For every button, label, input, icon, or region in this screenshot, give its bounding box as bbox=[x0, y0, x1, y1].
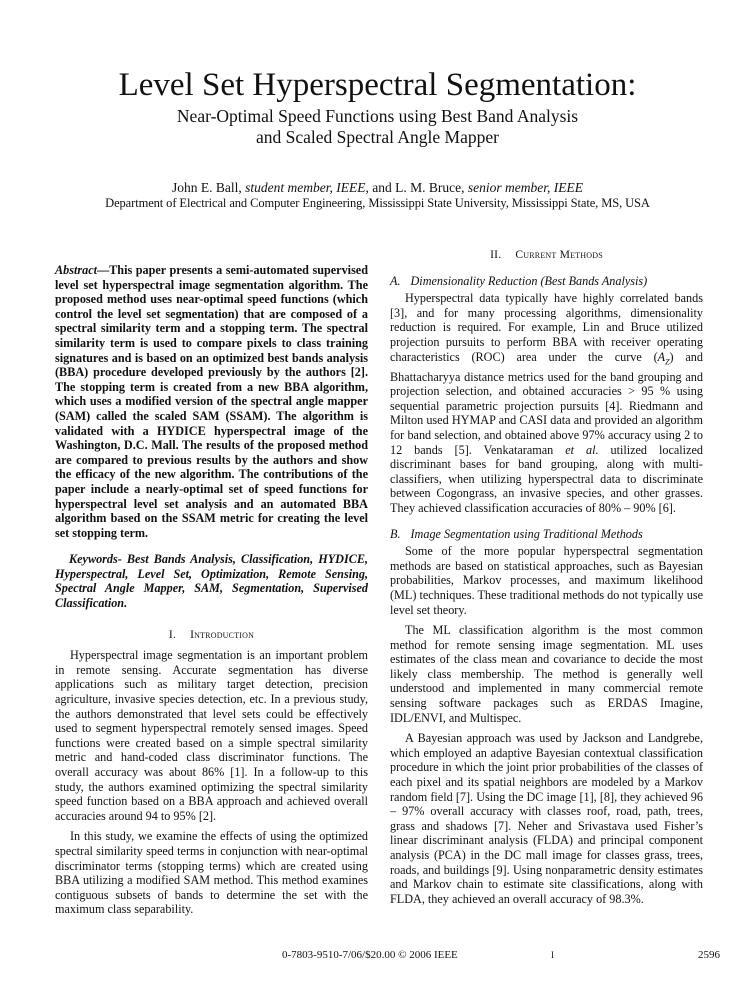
az-subscript: Z bbox=[665, 357, 670, 366]
author-2-role: senior member, IEEE bbox=[467, 180, 583, 195]
subsection-label: A. bbox=[390, 273, 401, 288]
subsection-title: Dimensionality Reduction (Best Bands Analysis) bbox=[410, 273, 648, 288]
abstract-dash: — bbox=[96, 263, 110, 277]
abstract bbox=[55, 263, 368, 540]
et-al: et al. bbox=[565, 442, 599, 457]
az-letter: A bbox=[657, 349, 666, 364]
section-number: II. bbox=[490, 248, 502, 261]
abstract-label: Abstract bbox=[55, 263, 97, 277]
text-run: Hyperspectral data typically have highly correlated bands [3], and for many processing algorithms, dimensionality reduction is required. For example, Lin and Bruce utilized projection pursuits to perform BBA with receiver operating characteristics (ROC) area under the curve ( bbox=[390, 291, 703, 364]
keywords: Keywords- Best Bands Analysis, Classification, HYDICE, Hyperspectral, Level Set, Optimization, Remote Sensing, Spectral Angle Mapper, SAM, Segmentation, Supervised Classification. bbox=[55, 552, 368, 611]
section-heading-current-methods bbox=[390, 248, 703, 263]
subsection-heading-b bbox=[390, 527, 703, 542]
segmentation-paragraph-3: A Bayesian approach was used by Jackson and Landgrebe, which employed an adaptive Bayesian contextual classification procedure in which the joint prior probabilities of the classes of each pixel and its spatial neighbors are modeled by a Markov random field [7]. Using the DC image [1], [8], they achieved 96 – 97% overall accuracy with classes roof, road, path, trees, grass and shadows [7]. Neher and Srivastava used Fisher’s linear discriminant analysis (FLDA) and principal component analysis (PCA) in the DC mall image for classes grass, trees, roads, and buildings [9]. Using nonparametric density estimates and Markov chain to estimate site classifications, along with FLDA, they achieved an overall accuracy of 98.3%. bbox=[390, 731, 703, 906]
abstract-text: This paper presents a semi-automated supervised level set hyperspectral image segmentation algorithm. The proposed method uses near-optimal speed functions (which control the level set segmentation) that are composed of a spectral similarity term and a stopping term. The spectral similarity term is used to compare pixels to class training signatures and is based on an optimized best bands analysis (BBA) procedure developed previously by the authors [2]. The stopping term is created from a new BBA algorithm, which uses a modified version of the spectral angle mapper (SAM) called the scaled SAM (SSAM). The algorithm is validated with a HYDICE hyperspectral image of the Washington, D.C. Mall. The results of the proposed method are compared to previous results by the authors and show the efficacy of the new algorithm. The contributions of the paper include a nearly-optimal set of speed functions for hyperspectral level set analysis and an automated BBA algorithm based on the SSAM metric for creating the level set stopping term. bbox=[55, 263, 368, 540]
section-heading-introduction bbox=[55, 628, 368, 643]
subtitle-line-1: Near-Optimal Speed Functions using Best Band Analysis bbox=[176, 106, 579, 126]
segmentation-paragraph-1: Some of the more popular hyperspectral segmentation methods are based on statistical approaches, such as Bayesian probabilities, Markov processes, and maximum likelihood (ML) techniques. These traditional methods do not typically use level set theory. bbox=[390, 544, 703, 617]
az-symbol bbox=[658, 350, 670, 364]
text-run: utilized localized discriminant bases for band grouping, along with multi-classifiers, when utilizing hyperspectral data to discriminate between Cogongrass, an invasive species, and other grasses. They achieved classification accuracies of 80% – 90% [6]. bbox=[390, 442, 703, 515]
copyright-notice: 0-7803-9510-7/06/$20.00 © 2006 IEEE bbox=[282, 949, 458, 961]
right-column bbox=[390, 248, 703, 906]
author-join: , and L. M. Bruce, bbox=[365, 180, 468, 195]
affiliation: Department of Electrical and Computer Engineering, Mississippi State University, Mississippi State, MS, USA bbox=[105, 196, 650, 210]
left-column bbox=[55, 263, 368, 917]
intro-paragraph-2: In this study, we examine the effects of using the optimized spectral similarity speed terms in conjunction with near-optimal discriminator terms (stopping terms) which are created using BBA utilizing a modified SAM method. This method examines contiguous subsets of bands to determine the set with the maximum class separability. bbox=[55, 829, 368, 917]
paper-subtitle bbox=[0, 106, 755, 148]
subtitle-line-2: and Scaled Spectral Angle Mapper bbox=[256, 127, 499, 147]
author-1-role: student member, IEEE bbox=[245, 180, 366, 195]
section-number: I. bbox=[168, 627, 177, 641]
subsection-heading-a bbox=[390, 274, 703, 289]
intro-paragraph-1: Hyperspectral image segmentation is an important problem in remote sensing. Accurate segmentation has diverse applications such as military target detection, precision agriculture, invasive species detection, etc. In a previous study, the authors demonstrated that level sets could be effectively used to segment hyperspectral remotely sensed images. Speed functions were created based on a simple spectral similarity metric and hand-coded class discriminator functions. The overall accuracy was about 86% [1]. In a follow-up to this study, the authors examined optimizing the spectral similarity speed function based on a BBA approach and achieved overall accuracies around 94 to 95% [2]. bbox=[55, 648, 368, 823]
dimensionality-paragraph bbox=[390, 291, 703, 515]
section-title: Current Methods bbox=[515, 248, 603, 261]
paper-title: Level Set Hyperspectral Segmentation: bbox=[118, 67, 637, 103]
section-title: Introduction bbox=[190, 627, 255, 641]
author-line bbox=[0, 180, 755, 196]
author-1: John E. Ball, bbox=[172, 180, 246, 195]
segmentation-paragraph-2: The ML classification algorithm is the most common method for remote sensing image segmentation. ML uses estimates of the class mean and covariance to decide the most likely class membership. The method is generally well understood and implemented in many commercial remote sensing software packages such as ERDAS Imagine, IDL/ENVI, and Multispec. bbox=[390, 623, 703, 725]
text-run: ) and Bhattacharyya distance metrics used for the band grouping and projection selection, and obtained accuracies > 95 % using sequential parametric projection pursuits [4]. Riedmann and Milton used HYMAP and CASI data and provided an algorithm for band selection, and obtained above 97% accuracy using 2 to 12 bands [5]. Venkataraman bbox=[390, 349, 703, 457]
page-number: 2596 bbox=[698, 949, 720, 961]
page-mark: I bbox=[551, 950, 554, 960]
subsection-label: B. bbox=[390, 526, 401, 541]
subsection-title: Image Segmentation using Traditional Methods bbox=[410, 526, 643, 541]
